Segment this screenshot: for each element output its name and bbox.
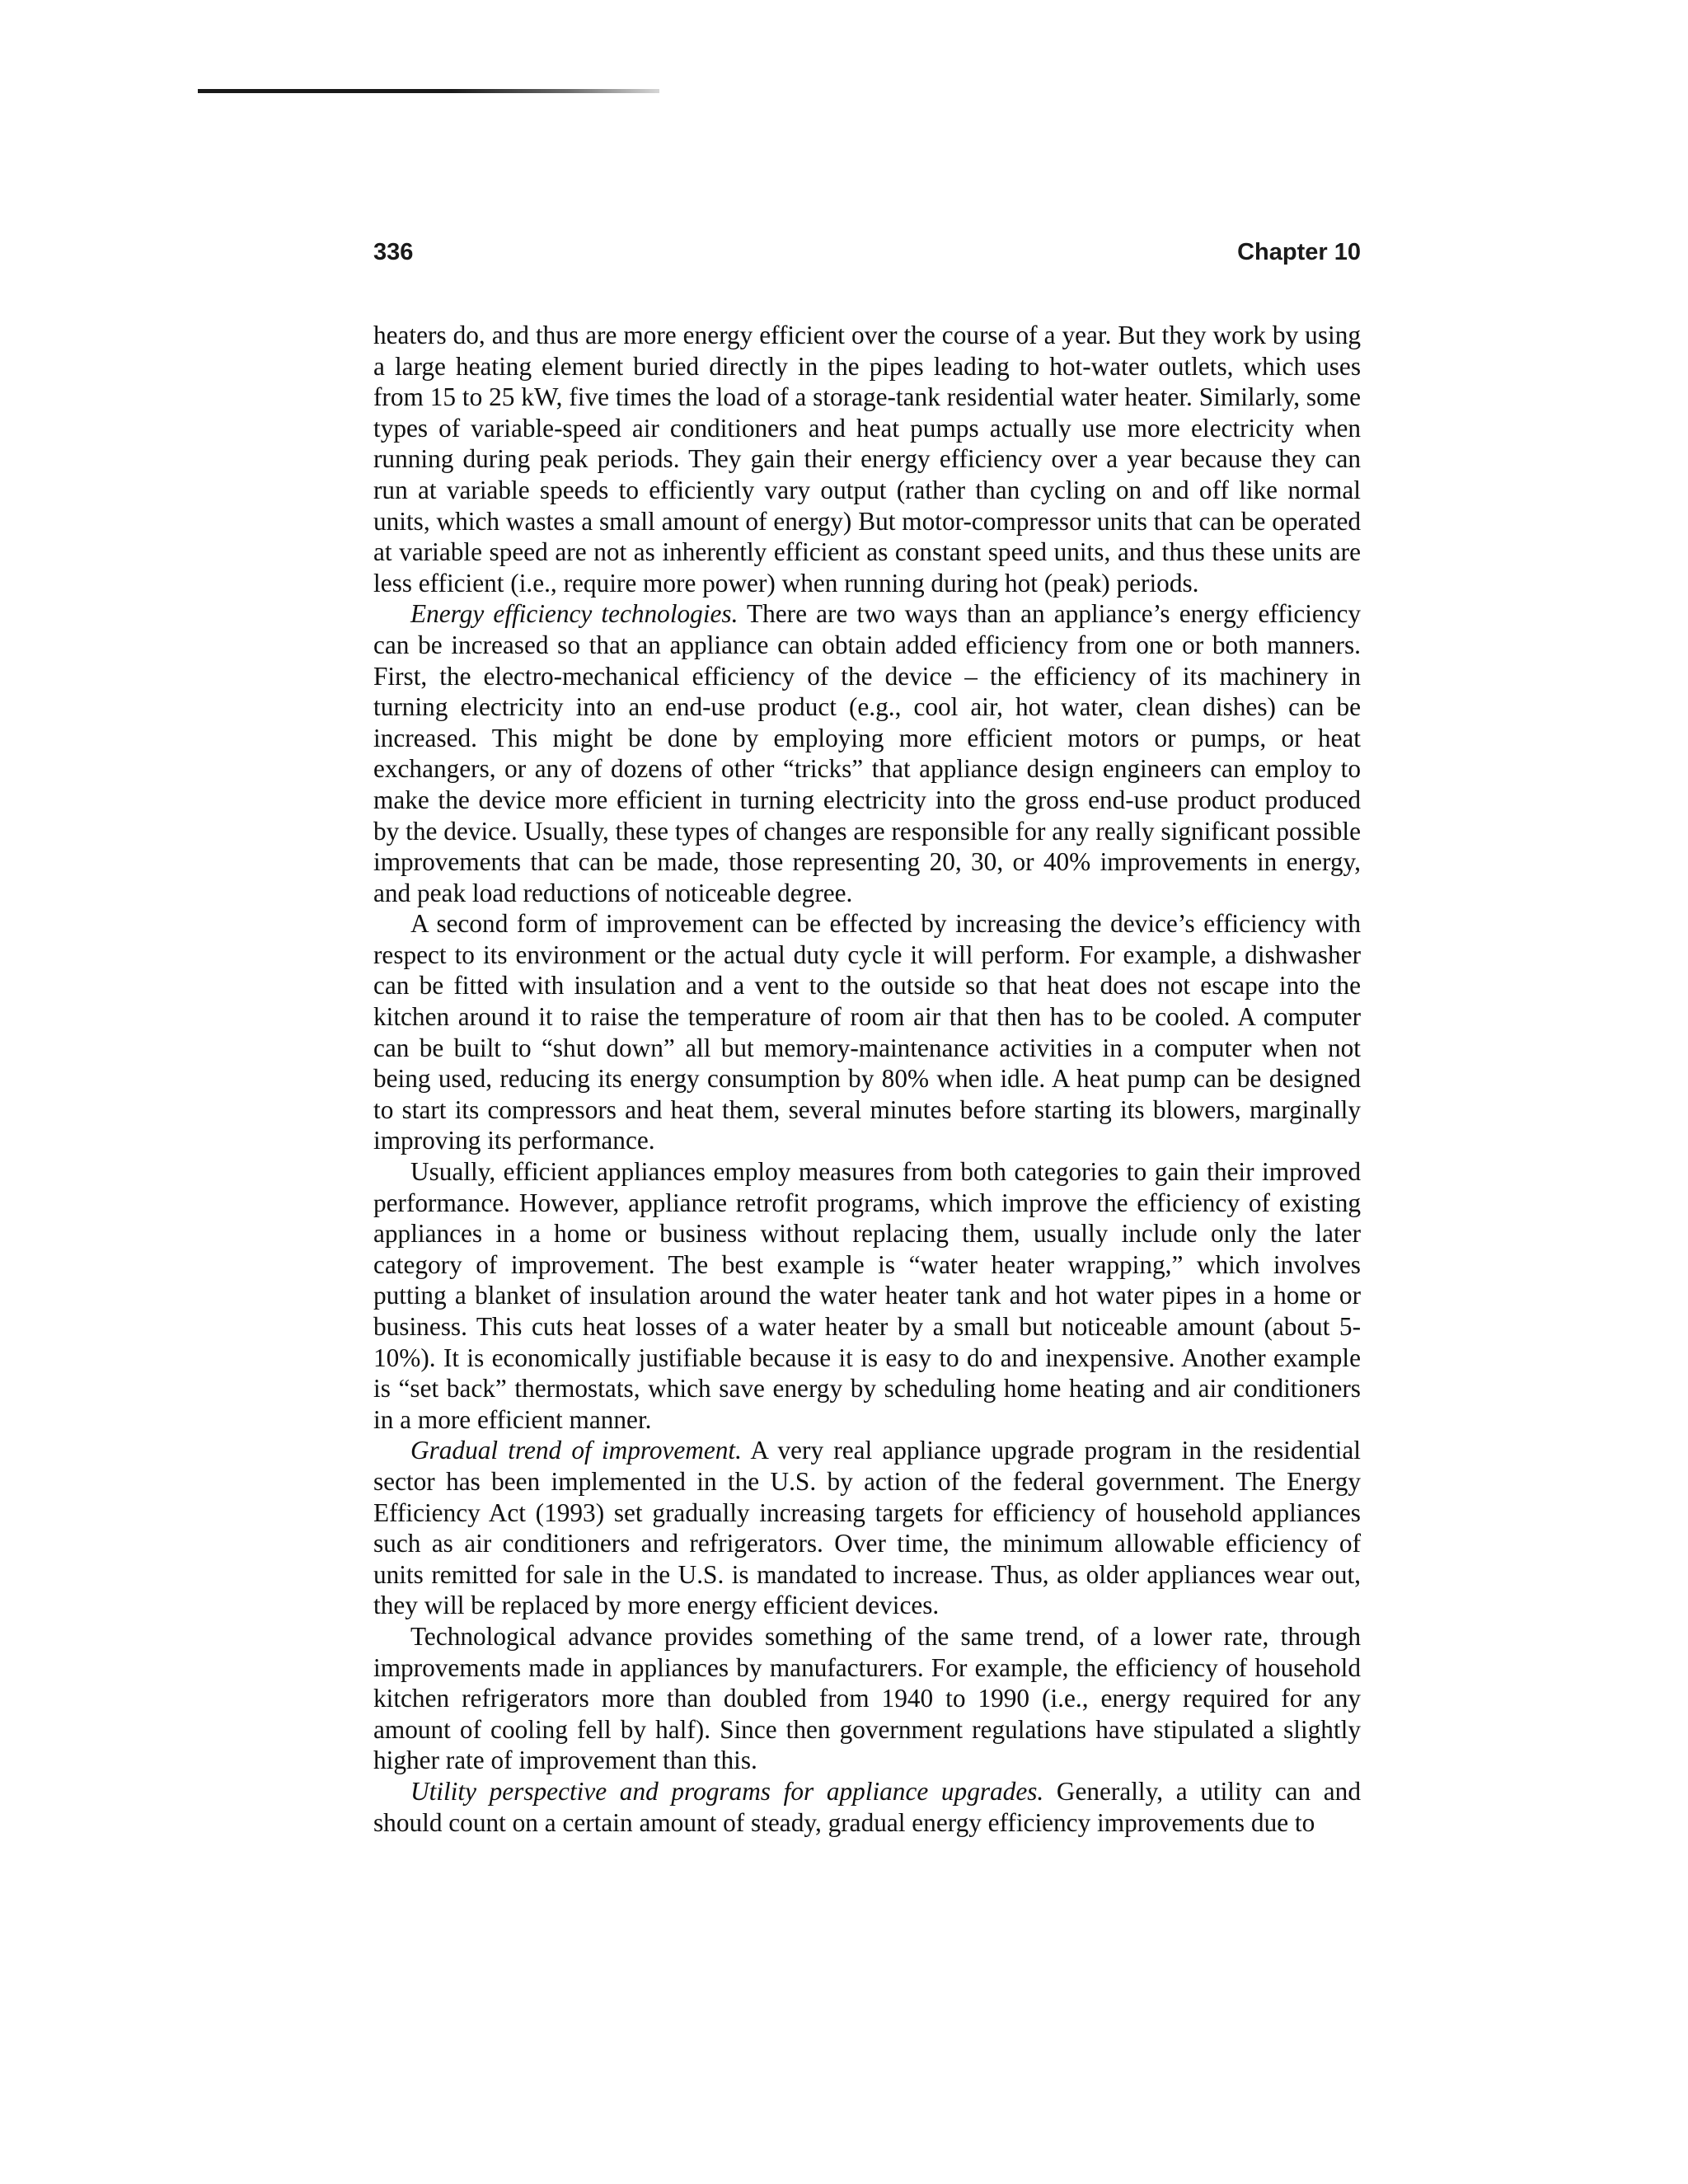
paragraph-energy-efficiency-technologies: Energy efficiency technologies. There are two ways than an appliance’s energy efficiency can be increased so that an appliance can obtain added efficiency from one or both manners. First, the electro-mechanical efficiency of the device – the efficiency of its machinery in turning electricity into an end-use product (e.g., cool air, hot water, clean dishes) can be increased. This might be done by employing more efficient motors or pumps, or heat exchangers, or any of dozens of other “tricks” that appliance design engineers can employ to make the device more efficient in turning electricity into the gross end-use product produced by the device. Usually, these types of changes are responsible for any really significant possible improvements that can be made, those representing 20, 30, or 40% improvements in energy, and peak load reductions of noticeable degree. (373, 599, 1361, 907)
paragraph-lead-heading: Utility perspective and programs for appliance upgrades. (410, 1776, 1044, 1806)
body-text (373, 320, 1361, 1838)
paragraph-utility-perspective: Utility perspective and programs for appliance upgrades. Generally, a utility can and should count on a certain amount of steady, gradual energy efficiency improvements due to (373, 1776, 1361, 1837)
top-rule (198, 89, 659, 93)
paragraph-second-form: A second form of improvement can be effected by increasing the device’s efficiency with respect to its environment or the actual duty cycle it will perform. For example, a dishwasher can be fitted with insulation and a vent to the outside so that heat does not escape into the kitchen around it to raise the temperature of room air that then has to be cooled. A computer can be built to “shut down” all but memory-maintenance activities in a computer when not being used, reducing its energy consumption by 80% when idle. A heat pump can be designed to start its compressors and heat them, several minutes before starting its blowers, marginally improving its performance. (373, 909, 1361, 1155)
paragraph-gradual-trend: Gradual trend of improvement. A very real appliance upgrade program in the residential sector has been implemented in the U.S. by action of the federal government. The Energy Efficiency Act (1993) set gradually increasing targets for efficiency of household appliances such as air conditioners and refrigerators. Over time, the minimum allowable efficiency of units remitted for sale in the U.S. is mandated to increase. Thus, as older appliances wear out, they will be replaced by more energy efficient devices. (373, 1436, 1361, 1620)
paragraph-continuation: heaters do, and thus are more energy efficient over the course of a year. But they work by using a large heating element buried directly in the pipes leading to hot-water outlets, which uses from 15 to 25 kW, five times the load of a storage-tank residential water heater. Similarly, some types of variable-speed air conditioners and heat pumps actually use more electricity when running during peak periods. They gain their energy efficiency over a year because they can run at variable speeds to efficiently vary output (rather than cycling on and off like normal units, which wastes a small amount of energy) But motor-compressor units that can be operated at variable speed are not as inherently efficient as constant speed units, and thus these units are less efficient (i.e., require more power) when running during hot (peak) periods. (373, 321, 1361, 598)
paragraph-lead-heading: Gradual trend of improvement. (410, 1436, 742, 1465)
page-number: 336 (373, 239, 414, 265)
running-head (373, 239, 1361, 275)
chapter-label: Chapter 10 (1237, 239, 1361, 265)
paragraph-lead-heading: Energy efficiency technologies. (410, 599, 738, 629)
paragraph-technological-advance: Technological advance provides something of the same trend, of a lower rate, through improvements made in appliances by manufacturers. For example, the efficiency of household kitchen refrigerators more than doubled from 1940 to 1990 (i.e., energy required for any amount of cooling fell by half). Since then government regulations have stipulated a slightly higher rate of improvement than this. (373, 1621, 1361, 1775)
paragraph-both-categories: Usually, efficient appliances employ measures from both categories to gain their improved performance. However, appliance retrofit programs, which improve the efficiency of existing appliances in a home or business without replacing them, usually include only the later category of improvement. The best example is “water heater wrapping,” which involves putting a blanket of insulation around the water heater tank and hot water pipes in a home or business. This cuts heat losses of a water heater by a small but noticeable amount (about 5-10%). It is economically justifiable because it is easy to do and inexpensive. Another example is “set back” thermostats, which save energy by scheduling home heating and air conditioners in a more efficient manner. (373, 1157, 1361, 1434)
